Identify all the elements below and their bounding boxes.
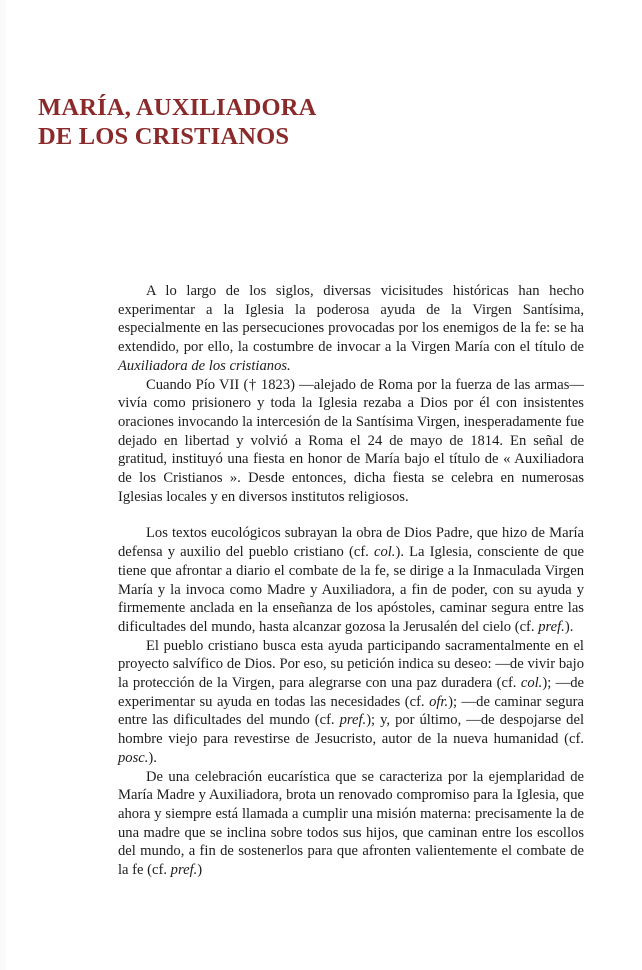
paragraph-4 (118, 637, 584, 768)
page-title (38, 93, 558, 151)
italic-run: pref. (170, 862, 198, 879)
text-run: El pueblo cristiano busca esta ayuda participando sacramentalmente en el proyecto salvífico de Dios. Por eso, su petición indica su deseo: —de vivir bajo la protección de la Virgen, para alegrarse con una paz duradera (cf. (118, 637, 584, 692)
text-run: ); y, por último, —de despojarse del hombre viejo para revestirse de Jesucristo, autor de la nueva humanidad (cf. (118, 712, 584, 748)
italic-run: Auxiliadora de los cristianos. (118, 357, 291, 374)
text-run: ). (564, 618, 574, 635)
text-run: A lo largo de los siglos, diversas vicisitudes históricas han hecho experimentar a la Iglesia la poderosa ayuda de la Virgen Santísima, especialmente en las persecuciones provocadas por los enemigos de la fe: se ha extendido, por ello, la costumbre de invocar a la Virgen María con el título de (118, 283, 584, 356)
italic-run: col. (520, 675, 543, 692)
text-run: ) (197, 862, 203, 879)
paragraph-1 (118, 282, 584, 376)
italic-run: ofr. (429, 693, 449, 710)
text-run: ). La Iglesia, consciente de que tiene que afrontar a diario el combate de la fe, se dirige a la Inmaculada Virgen María y la invoca como Madre y Auxiliadora, a fin de poder, con su ayuda y firmemente anclada en la enseñanza de los apóstoles, caminar segura entre las dificultades del mundo, hasta alcanzar gozosa la Jerusalén del cielo (cf. (118, 544, 584, 635)
title-line-1: MARÍA, AUXILIADORA (38, 94, 317, 121)
text-run: ); —de caminar segura entre las dificultades del mundo (cf. (118, 693, 584, 729)
body-text (118, 282, 584, 880)
paragraph-5 (118, 768, 584, 880)
italic-run: pref. (538, 618, 565, 635)
paragraph-2 (118, 376, 584, 507)
title-line-2: DE LOS CRISTIANOS (38, 123, 290, 150)
text-run: Cuando Pío VII († 1823) —alejado de Roma por la fuerza de las armas— vivía como prisionero y toda la Iglesia rezaba a Dios por él con insistentes oraciones invocando la intercesión de la Santísima Virgen, inesperadamente fue dejado en libertad y volvió a Roma el 24 de mayo de 1814. En señal de gratitud, instituyó una fiesta en honor de María bajo el título de « Auxiliadora de los Cristianos ». Desde entonces, dicha fiesta se celebra en numerosas Iglesias locales y en diversos institutos religiosos. (118, 376, 584, 505)
page-edge (0, 0, 6, 970)
text-run: ). (148, 749, 157, 766)
text-run: De una celebración eucarística que se caracteriza por la ejemplaridad de María Madre y Auxiliadora, brota un renovado compromiso para la Iglesia, que ahora y siempre está llamada a cumplir una misión materna: precisamente la de una madre que se inclina sobre todos sus hijos, que caminan entre los escollos del mundo, a fin de sostenerlos para que afronten valientemente el combate de la fe (cf. (118, 768, 584, 879)
paragraph-3 (118, 524, 584, 636)
italic-run: posc. (118, 749, 149, 766)
text-run: ); —de experimentar su ayuda en todas las necesidades (cf. (118, 675, 584, 710)
italic-run: col. (373, 544, 396, 561)
italic-run: pref. (339, 712, 367, 729)
text-run: Los textos eucológicos subrayan la obra de Dios Padre, que hizo de María defensa y auxilio del pueblo cristiano (cf. (118, 525, 584, 561)
